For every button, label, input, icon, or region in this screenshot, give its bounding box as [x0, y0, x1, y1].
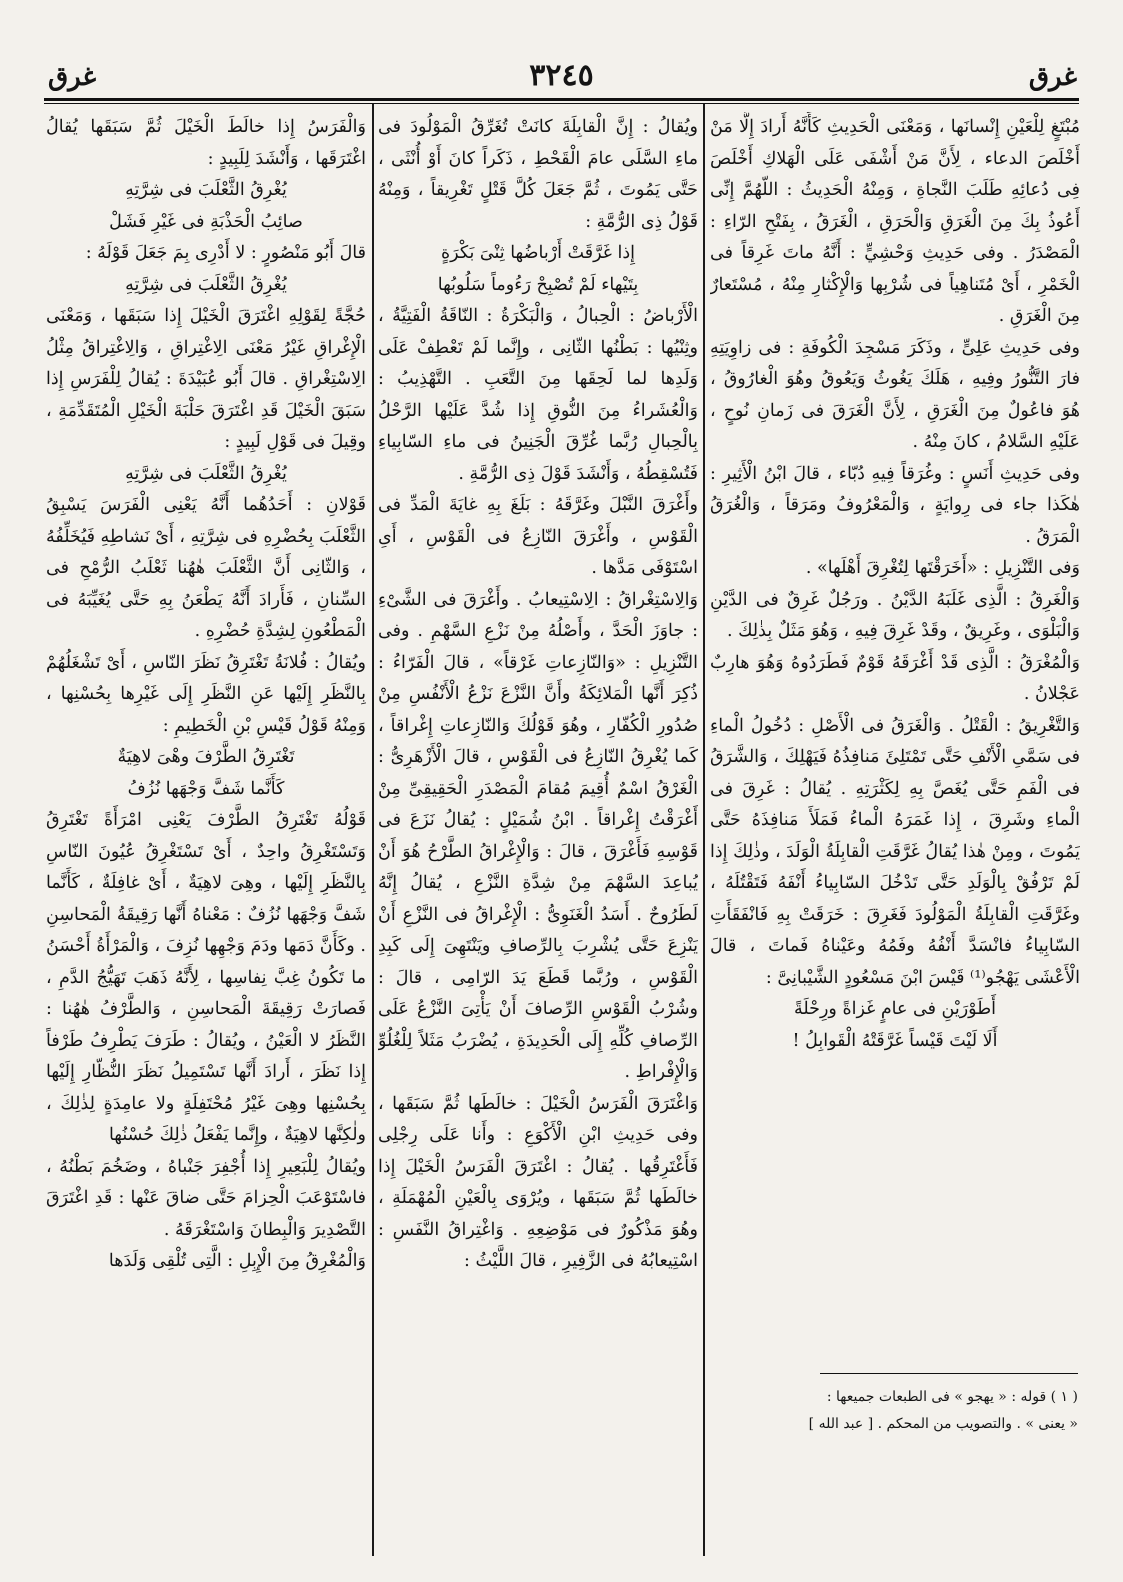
text-column-left — [46, 112, 366, 1556]
paragraph: الْأَرْباضُ : الْحِبالُ ، وَالْبَكْرَةُ : النّاقَةُ الْفَتِيَّةُ ، وثِنْيُها : بَطْنُها الثّانِى ، وإِنَّما لَمْ تَعْطِفْ عَلَى وَلَدِها لما لَحِقَها مِنَ التَّعَبِ . التَّهْذِيبُ : وَالْعُشَراءُ مِنَ النُّوقِ إِذا شُدَّ عَلَيْها الرَّحْلُ بِالْحِبالِ رُبَّما غُرِّقَ الْجَنِينُ فى ماءِ السّابِياءِ فَتُسْقِطُهُ ، وَأَنْشَدَ قَوْلَ ذِى الرُّمَّةِ . — [378, 306, 698, 484]
column-divider-right — [703, 104, 705, 1556]
paragraph: وَالْفَرَسُ إِذا خالَطَ الْخَيْلَ ثُمَّ سَبَقَها يُقالُ اغْتَرَقَها ، وَأَنْشَدَ لِلَبِيدٍ : — [46, 117, 366, 169]
verse-line: أَطَوْرَيْنِ فى عامٍ غَزاةً ورِحْلَةً — [793, 999, 997, 1019]
column-divider-left — [372, 104, 374, 1556]
header-rule — [44, 98, 1079, 101]
verse-line: يُغْرِقُ الثَّعْلَبَ فى شِرَّتِهِ — [125, 274, 287, 295]
verse-line: بِتَيْهاء لَمْ تُصْبِحْ رَءُوماً سَلُوبُها — [437, 274, 639, 295]
paragraph: وَالْغَرِقُ : الَّذِى غَلَبَهُ الدَّيْنُ . ورَجُلٌ غَرِقٌ فى الدَّيْنِ وَالْبَلْوَى ، وغَرِيقٌ ، وقَدْ غَرِقَ فِيهِ ، وَهُوَ مَثَلٌ بِذٰلِكَ . — [710, 589, 1080, 641]
paragraph: وَالْمُغْرَقُ : الَّذِى قَدْ أَغْرَقَهُ قَوْمٌ فَطَرَدُوهُ وَهُوَ هارِبٌ عَجْلانُ . — [710, 652, 1080, 704]
paragraph: مُبْتَغٍ لِلْعَيْنِ إِنْسانَها ، وَمَعْنَى الْحَدِيثِ كَأَنَّهُ أَرادَ إِلَّا مَنْ أَخْلَصَ الدعاء ، لِأَنَّ مَنْ أَشْفَى عَلَى الْهَلاكِ أَخْلَصَ فِى دُعائِهِ طَلَبَ النَّجاةِ ، وَمِنْهُ الْحَدِيثُ : اللّهُمَّ إِنِّى أَعُوذُ بِكَ مِنَ الْغَرَقِ وَالْحَرَقِ ، الْغَرَقُ ، بِفَتْحِ الرّاءِ : الْمَصْدَرُ . وفى حَدِيثِ وَحْشِيٍّ : أَنَّهُ ماتَ غَرِقاً فى الْخَمْرِ ، أَىْ مُتَناهِياً فى شُرْبِها وَالْإِكْثارِ مِنْهُ ، مُسْتَعارٌ مِنَ الْغَرَقِ . — [710, 117, 1080, 326]
verse-line: كَأَنَّما شَفَّ وَجْهَها نُزُفُ — [127, 778, 285, 799]
verse-line: إِذا غَرَّقَتْ أَرْباضُها ثِنْىَ بَكْرَةٍ — [441, 243, 635, 263]
paragraph: قَوْلُهُ تَغْتَرِقُ الطَّرْفَ يَعْنِى امْرَأَةً تَغْتَرِقُ وَتَسْتَغْرِقُ واحِدٌ ، أَىْ تَسْتَغْرِقُ عُيُونَ النّاسِ بِالنَّظَرِ إِلَيْها ، وهِىَ لاهِيَةٌ ، أَىْ غافِلَةٌ ، كَأَنَّما شَفَّ وَجْهَها نُزُفٌ : مَعْناهُ أَنَّها رَقِيقَةُ الْمَحاسِنِ . وكَأَنَّ دَمَها ودَمَ وَجْهِها نُزِفَ ، وَالْمَرْأَةُ أَحْسَنُ ما تَكُونُ غِبَّ نِفاسِها ، لِأَنَّهُ ذَهَبَ تَهَيُّجُ الدَّمِ ، فَصارَتْ رَقِيقَةَ الْمَحاسِنِ ، وَالطَّرْفُ هٰهُنا : النَّظَرُ لا الْعَيْنُ ، ويُقالُ : طَرَفَ يَطْرِفُ طَرْفاً إِذا نَظَرَ ، أَرادَ أَنَّها تَسْتَمِيلُ نَظَرَ النُّظّارِ إِلَيْها بِحُسْنِها وهِىَ غَيْرُ مُحْتَفِلَةٍ ولا عامِدَةٍ لِذٰلِكَ ، ولٰكِنَّها لاهِيَةٌ ، وإِنَّما يَفْعَلُ ذٰلِكَ حُسْنُها — [46, 810, 366, 1145]
paragraph: وَفى التَّنْزِيلِ : «أَخَرَقْتَها لِتُغْرِقَ أَهْلَها» . — [805, 558, 1080, 578]
paragraph: ويُقالُ لِلْبَعِيرِ إِذا أُجْفِرَ جَنْباهُ ، وضَخُمَ بَطْنُهُ ، فاسْتَوْعَبَ الْحِزامَ حَتَّى ضاقَ عَنْها : قَدِ اغْتَرَقَ التَّصْدِيرَ وَالْبِطانَ وَاسْتَغْرَقَهُ . — [46, 1156, 366, 1240]
header-entry-right: غرق — [1028, 62, 1077, 92]
paragraph: قالَ أَبُو مَنْصُورٍ : لا أَدْرِى بِمَ جَعَلَ قَوْلَهُ : — [85, 243, 366, 263]
paragraph: وفى حَدِيثِ أَنَسٍ : وغُرَقاً فِيهِ دُبّاء ، قالَ ابْنُ الْأَثِيرِ : هٰكَذا جاء فى رِوايَةٍ ، وَالْمَعْرُوفُ ومَرَقاً ، وَالْغُرَقُ الْمَرَقُ . — [710, 463, 1080, 547]
paragraph: وَالتَّغْرِيقُ : الْقَتْلُ . وَالْغَرَقُ فى الْأَصْلِ : دُخُولُ الْماءِ فى سَمَّىِ الْأَنْفِ حَتَّى تَمْتَلِئَ مَنافِذُهُ فَيَهْلِكَ ، وَالشَّرَقُ فى الْفَمِ حَتَّى يُغَصَّ بِهِ لِكَثْرَتِهِ . يُقالُ : غَرِقَ فى الْماءِ وشَرِقَ ، إِذا غَمَرَهُ الْماءُ فَمَلَأَ مَنافِذَهُ حَتَّى يَمُوتَ ، ومِنْ هٰذا يُقالُ غَرَّقَتِ الْقابِلَةُ الْوَلَدَ ، وذٰلِكَ إِذا لَمْ تَرْفُقْ بِالْوَلَدِ حَتَّى تَدْخُلَ السّابِياءُ أَنْفَهُ فَتَقْتُلَهُ ، وغَرَّقَتِ الْقابِلَةُ الْمَوْلُودَ فَغَرِقَ : خَرَقَتْ بِهِ فَانْفَقَأَتِ السّابِياءُ فانْسَدَّ أَنْفُهُ وفَمُهُ وعَيْناهُ فَماتَ ، قالَ الْأَعْشَى يَهْجُو⁽¹⁾ قَيْسَ ابْنَ مَسْعُودٍ الشَّيْبانِىَّ : — [710, 715, 1080, 988]
paragraph: حُجَّةً لِقَوْلِهِ اغْتَرَقَ الْخَيْلَ إِذا سَبَقَها ، وَمَعْنَى الْإِغْراقِ غَيْرُ مَعْنَى الِاغْتِراقِ ، وَالِاغْتِراقُ مِثْلُ الِاسْتِغْراقِ . قالَ أَبُو عُبَيْدَةَ : يُقالُ لِلْفَرَسِ إِذا سَبَقَ الْخَيْلَ قَدِ اغْتَرَقَ حَلْبَةَ الْخَيْلِ الْمُتَقَدِّمَةِ ، وقِيلَ فى قَوْلِ لَبِيدٍ : — [46, 306, 366, 452]
paragraph: قَوْلانِ : أَحَدُهُما أَنَّهُ يَعْنِى الْفَرَسَ يَسْبِقُ الثَّعْلَبَ بِحُضْرِهِ فى شِرَّتِهِ ، أَىْ نَشاطِهِ فَيُخَلِّفُهُ ، وَالثّانِى أَنَّ الثَّعْلَبَ هٰهُنا ثَعْلَبُ الرُّمْحِ فى السِّنانِ ، فَأَرادَ أَنَّهُ يَطْعَنُ بِهِ حَتَّى يُغَيِّبَهُ فى الْمَطْعُونِ لِشِدَّةِ حُضْرِهِ . — [46, 495, 366, 641]
verse-line: يُغْرِقُ الثَّعْلَبَ فى شِرَّتِهِ — [125, 180, 287, 200]
text-column-middle — [378, 112, 698, 1556]
footnote-line: « يعنى » . والتصويب من المحكم . [ عبد الله ] — [808, 1416, 1078, 1432]
paragraph: وَالِاسْتِغْراقُ : الِاسْتِيعابُ . وأَغْرَقَ فى الشَّىْءِ : جاوَزَ الْحَدَّ ، وأَصْلُهُ مِنْ نَزْعِ السَّهْمِ . وفى التَّنْزِيلِ : «وَالنّازِعاتِ غَرْقاً» ، قالَ الْفَرّاءُ : ذُكِرَ أَنَّها الْمَلائِكَةُ وأَنَّ النَّزْعَ نَزْعُ الْأَنْفُسِ مِنْ صُدُورِ الْكُفّارِ ، وهُوَ قَوْلُكَ وَالنّازِعاتِ إِغْراقاً ، كَما يُغْرِقُ النّازِعُ فى الْقَوْسِ ، قالَ الْأَزْهَرِىُّ : الْغَرْقُ اسْمٌ أُقِيمَ مُقامَ الْمَصْدَرِ الْحَقِيقِىِّ مِنْ أَغْرَقْتُ إِغْراقاً . ابْنُ شُمَيْلٍ : يُقالُ نَزَعَ فى قَوْسِهِ فَأَغْرَقَ ، قالَ : وَالْإِغْراقُ الطَّرْحُ هُوَ أَنْ يُباعِدَ السَّهْمَ مِنْ شِدَّةِ النَّزْعِ ، يُقالُ إِنَّهُ لَطَرُوحٌ . أَسَدُ الْغَنَوِىُّ : الْإِغْراقُ فى النَّزْعِ أَنْ يَنْزِعَ حَتَّى يُشْرِبَ بِالرِّصافِ ويَنْتَهِىَ إِلَى كَبِدِ الْقَوْسِ ، ورُبَّما قَطَعَ يَدَ الرّامِى ، قالَ : وشُرْبُ الْقَوْسِ الرِّصافَ أَنْ يَأْتِىَ النَّزْعُ عَلَى الرِّصافِ كُلِّهِ إِلَى الْحَدِيدَةِ ، يُضْرَبُ مَثَلاً لِلْغُلُوِّ وَالْإِفْراطِ . — [378, 589, 698, 1082]
paragraph: وَالْمُغْرِقُ مِنَ الْإِبِلِ : الَّتِى تُلْقِى وَلَدَها — [108, 1251, 366, 1271]
paragraph: ويُقالُ : فُلانَةُ تَغْتَرِقُ نَظَرَ النّاسِ ، أَىْ تَشْغَلُهُمْ بِالنَّظَرِ إِلَيْها عَنِ النَّظَرِ إِلَى غَيْرِها بِحُسْنِها ، وَمِنْهُ قَوْلُ قَيْسِ بْنِ الْخَطِيمِ : — [46, 652, 366, 736]
footnote-line: ( ١ ) قوله : « يهجو » فى الطبعات جميعها : — [826, 1389, 1078, 1405]
header-rule-thin — [44, 103, 1079, 104]
verse-line: صائِبُ الْحَذْبَةِ فى غَيْرِ فَشَلْ — [109, 211, 303, 232]
verse-line: تَغْتَرِقُ الطَّرْفَ وهْىَ لاهِيَةٌ — [117, 747, 295, 767]
page-header — [44, 58, 1079, 102]
text-column-right — [710, 112, 1080, 1556]
verse-line: أَلَا لَيْتَ قَيْساً غَرَّقَتْهُ الْقَوابِلُ ! — [792, 1030, 998, 1051]
header-entry-left: غرق — [48, 62, 97, 92]
paragraph: وَاغْتَرَقَ الْفَرَسُ الْخَيْلَ : خالَطَها ثُمَّ سَبَقَها ، وفى حَدِيثِ ابْنِ الْأَكْوَعِ : وأَنا عَلَى رِجْلِى فَأَغْتَرِقُها . يُقالُ : اغْتَرَقَ الْفَرَسُ الْخَيْلَ إِذا خالَطَها ثُمَّ سَبَقَها ، ويُرْوَى بِالْعَيْنِ الْمُهْمَلَةِ ، وهُوَ مَذْكُورٌ فى مَوْضِعِهِ . وَاغْتِراقُ النَّفَسِ : اسْتِيعابُهُ فى الزَّفِيرِ ، قالَ اللَّيْثُ : — [378, 1093, 698, 1271]
paragraph: وأَغْرَقَ النَّبْلَ وغَرَّقَهُ : بَلَغَ بِهِ غايَةَ الْمَدِّ فى الْقَوْسِ ، وأَغْرَقَ النّازِعُ فى الْقَوْسِ ، أَىِ اسْتَوْفَى مَدَّها . — [378, 495, 698, 578]
footnote — [712, 1384, 1078, 1438]
paragraph: وفى حَدِيثِ عَلِىٍّ ، وذَكَرَ مَسْجِدَ الْكُوفَةِ : فى زاوِيَتِهِ فارَ التَّنُّورُ وفِيهِ ، هَلَكَ يَغُوثُ وَيَعُوقُ وهُوَ الْغارُوقُ ، هُوَ فاعُولٌ مِنَ الْغَرَقِ ، لِأَنَّ الْغَرَقَ فى زَمانِ نُوحٍ ، عَلَيْهِ السَّلامُ ، كانَ مِنْهُ . — [710, 337, 1080, 452]
verse-line: يُغْرِقُ الثَّعْلَبَ فى شِرَّتِهِ — [125, 463, 287, 484]
paragraph: ويُقالُ : إِنَّ الْقابِلَةَ كانَتْ تُغَرِّقُ الْمَوْلُودَ فى ماءِ السَّلَى عامَ الْقَحْطِ ، ذَكَراً كانَ أَوْ أُنْثَى ، حَتَّى يَمُوتَ ، ثُمَّ جَعَلَ كُلَّ قَتْلٍ تَغْرِيقاً ، وَمِنْهُ قَوْلُ ذِى الرُّمَّةِ : — [378, 117, 698, 232]
page-number: ٣٢٤٥ — [529, 58, 594, 93]
footnote-rule — [820, 1373, 1078, 1374]
